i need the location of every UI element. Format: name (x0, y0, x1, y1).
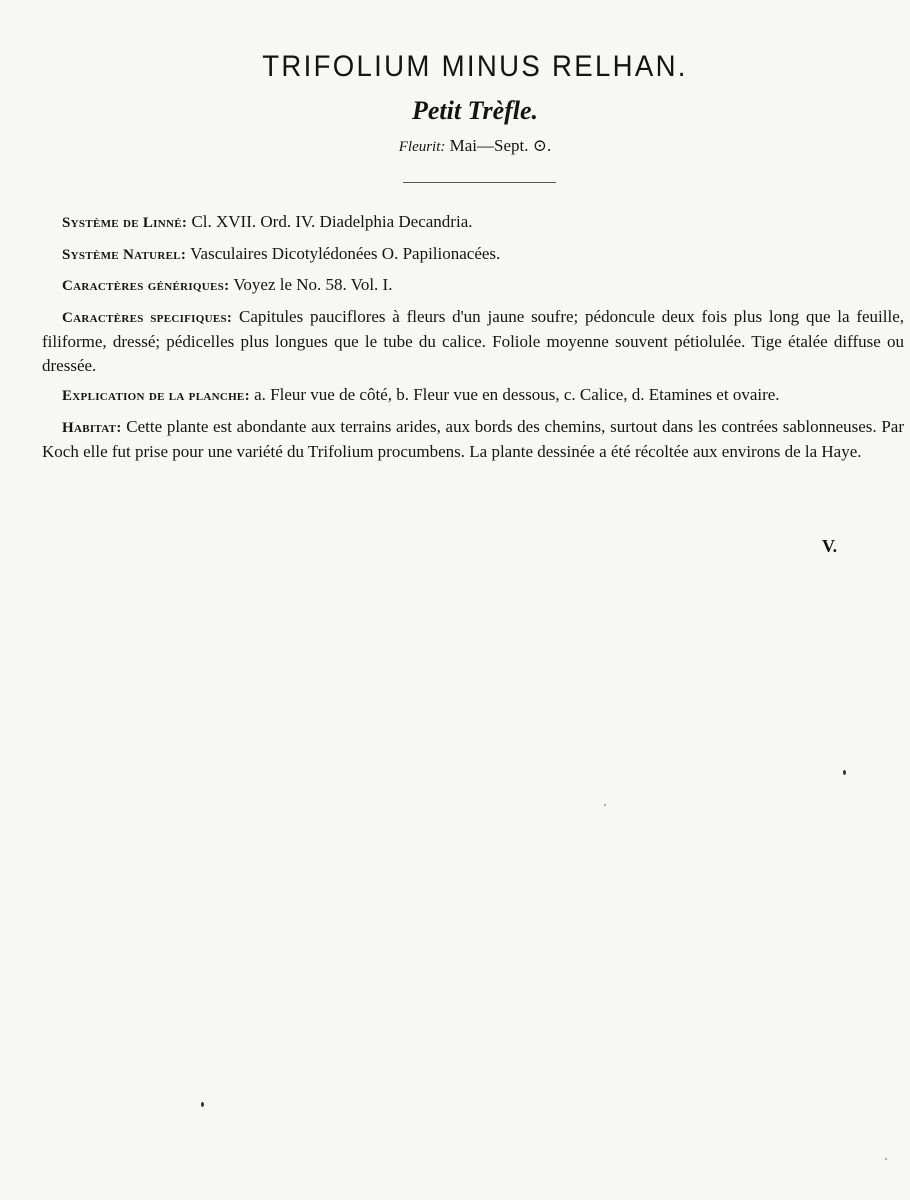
section-heading: Caractères génériques: (62, 278, 230, 294)
section-text: a. Fleur vue de côté, b. Fleur vue en dessous, c. Calice, d. Etamines et ovaire. (249, 385, 780, 404)
section-heading: Système de Linné: (62, 215, 188, 231)
paper-speck (885, 1158, 887, 1160)
flowering-value: Mai—Sept. ⊙. (449, 136, 552, 155)
natural-system-paragraph (42, 242, 904, 268)
flowering-label: Fleurit: (398, 139, 446, 155)
specific-characters-paragraph (42, 305, 904, 378)
flowering-period (0, 136, 910, 156)
description-body (42, 210, 904, 470)
plate-explanation-paragraph (42, 383, 904, 409)
page-title: TRIFOLIUM MINUS RELHAN. (262, 50, 688, 83)
section-text: Cl. XVII. Ord. IV. Diadelphia Decandria. (187, 212, 473, 231)
generic-characters-paragraph (42, 273, 904, 299)
habitat-paragraph (42, 415, 904, 464)
section-text: Vasculaires Dicotylédonées O. Papilionacées. (186, 243, 501, 263)
section-heading: Habitat: (62, 419, 122, 436)
linnaean-system-paragraph (42, 210, 904, 236)
common-name: Petit Trèfle. (411, 96, 539, 125)
section-heading: Système Naturel: (62, 246, 187, 263)
paper-speck (201, 1102, 204, 1107)
section-heading: Explication de la planche: (62, 388, 250, 404)
paper-speck (843, 770, 846, 775)
section-heading: Caractères specifiques: (62, 309, 233, 326)
section-text: Voyez le No. 58. Vol. I. (229, 275, 393, 294)
title-divider (403, 182, 556, 183)
author-signature: V. (822, 536, 838, 556)
section-text: Capitules pauciflores à fleurs d'un jaune soufre; pédoncule deux fois plus long que la feuille, filiforme, dressé; pédicelles plus longues que le tube du calice. Foliole moyenne souvent pétiolulée. Tige étalée diffuse ou dressée. (42, 306, 904, 375)
paper-speck (604, 804, 606, 806)
section-text: Cette plante est abondante aux terrains arides, aux bords des chemins, surtout dans les contrées sablonneuses. Par Koch elle fut prise pour une variété du Trifolium procumbens. La plante dessinée a été récoltée aux environs de la Haye. (42, 416, 904, 461)
